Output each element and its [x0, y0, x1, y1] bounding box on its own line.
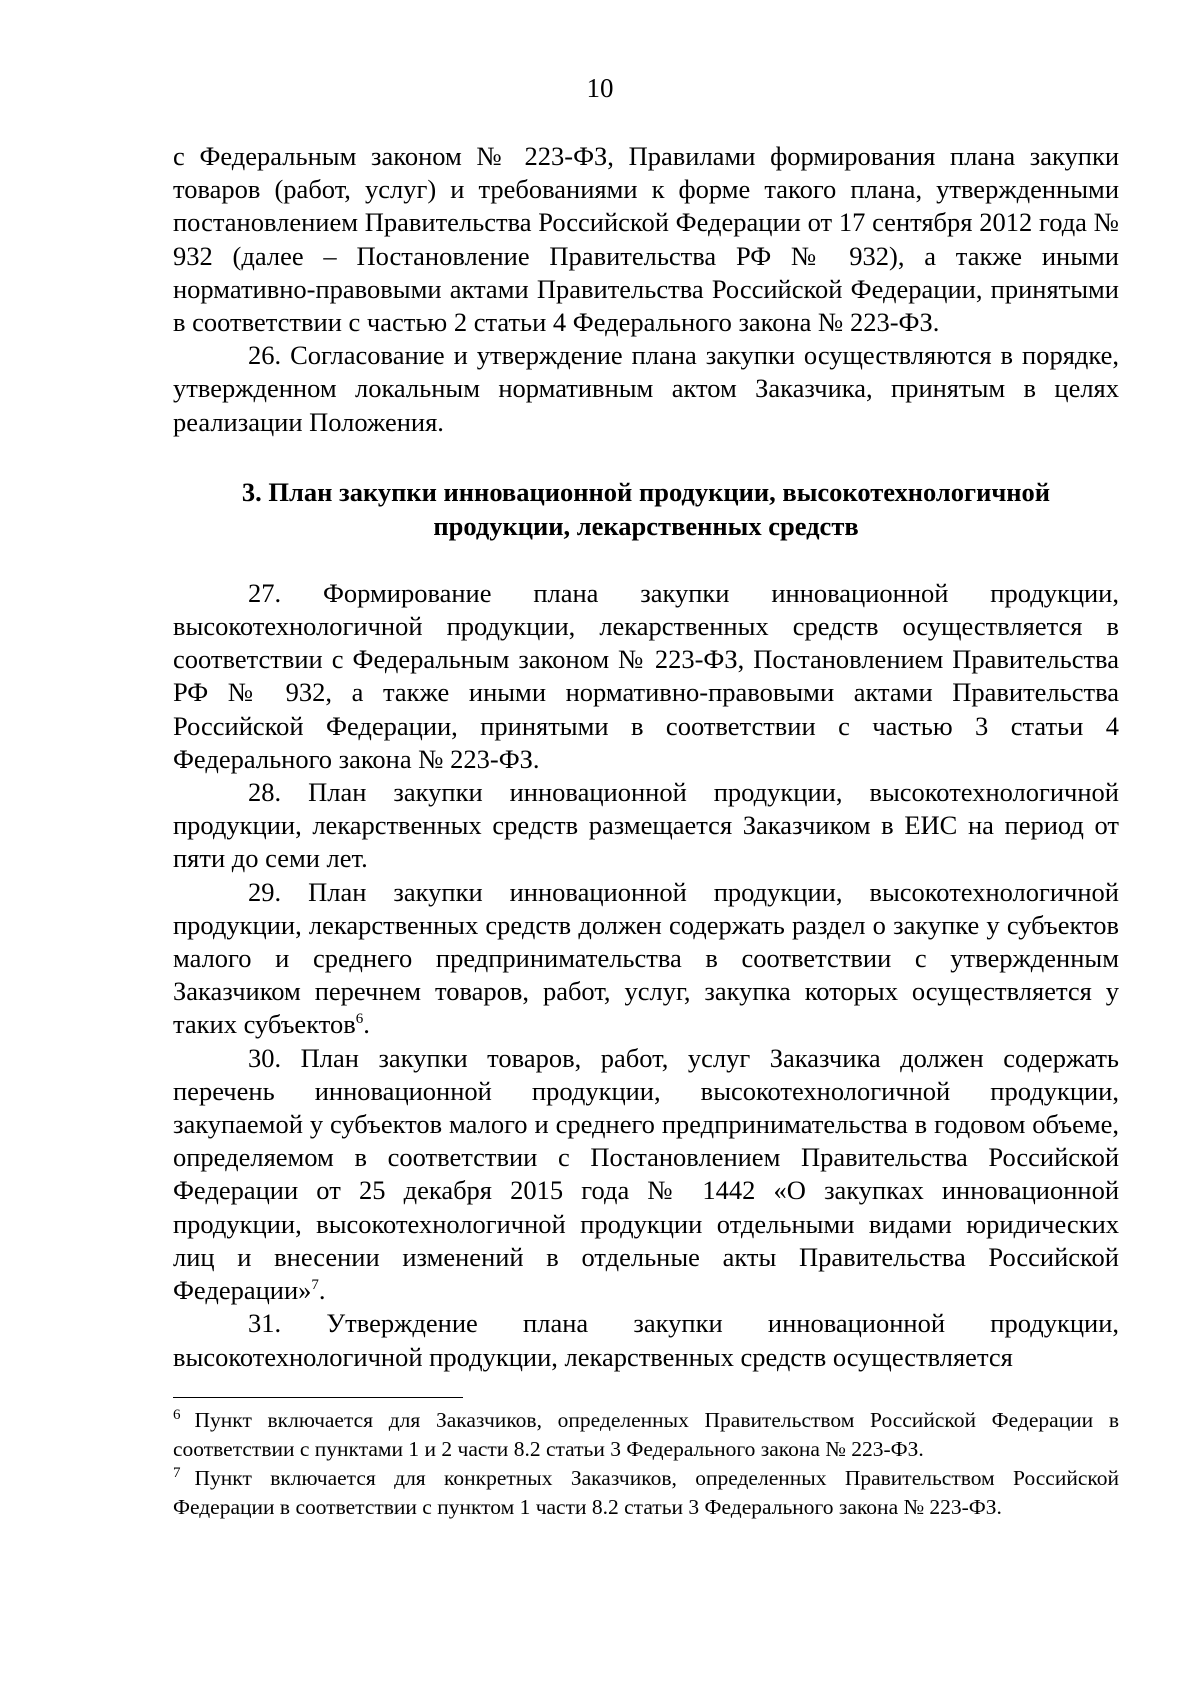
footnote-7-mark: 7: [173, 1464, 181, 1481]
paragraph-30: [173, 1042, 1119, 1308]
paragraph-28: 28. План закупки инновационной продукции, высокотехнологичной продукции, лекарственных средств размещается Заказчиком в ЕИС на период от пяти до семи лет.: [173, 777, 1119, 874]
body-text: [173, 140, 1119, 1374]
footnotes: [173, 1406, 1119, 1522]
section-heading: [193, 475, 1099, 543]
paragraph-29-end: .: [363, 1009, 370, 1040]
section-heading-line1: 3. План закупки инновационной продукции, высокотехнологичной: [241, 476, 1051, 507]
paragraph-27: 27. Формирование плана закупки инновационной продукции, высокотехнологичной продукции, лекарственных средств осуществляется в соответствии с Федеральным законом № 223-ФЗ, Постановлением Правительства РФ № 932, а также иными нормативно-правовыми актами Правительства Российской Федерации, принятыми в соответствии с частью 3 статьи 4 Федерального закона № 223-ФЗ.: [173, 577, 1119, 774]
paragraph-continuation: с Федеральным законом № 223-ФЗ, Правилами формирования плана закупки товаров (работ, услуг) и требованиями к форме такого плана, утвержденными постановлением Правительства Российской Федерации от 17 сентября 2012 года № 932 (далее – Постановление Правительства РФ № 932), а также иными нормативно-правовыми актами Правительства Российской Федерации, принятыми в соответствии с частью 2 статьи 4 Федерального закона № 223-ФЗ.: [173, 141, 1119, 338]
footnote-6-text: Пункт включается для Заказчиков, определенных Правительством Российской Федерации в соответствии с пунктами 1 и 2 части 8.2 статьи 3 Федерального закона № 223-ФЗ.: [173, 1408, 1119, 1461]
footnote-separator: [173, 1397, 463, 1398]
footnote-7: [173, 1464, 1119, 1522]
paragraph-26: 26. Согласование и утверждение плана закупки осуществляются в порядке, утвержденном локальным нормативным актом Заказчика, принятым в целях реализации Положения.: [173, 340, 1119, 437]
paragraph-31: 31. Утверждение плана закупки инновационной продукции, высокотехнологичной продукции, лекарственных средств осуществляется: [173, 1308, 1119, 1372]
footnote-ref-7[interactable]: 7: [311, 1277, 319, 1294]
footnote-ref-6[interactable]: 6: [355, 1011, 364, 1028]
page-number: 10: [586, 73, 614, 103]
paragraph-29: [173, 876, 1119, 1042]
footnote-6: [173, 1406, 1119, 1464]
footnote-6-mark: 6: [173, 1406, 181, 1423]
footnote-7-text: Пункт включается для конкретных Заказчиков, определенных Правительством Российской Федерации в соответствии с пунктом 1 части 8.2 статьи 3 Федерального закона № 223-ФЗ.: [173, 1466, 1119, 1519]
paragraph-30-end: .: [318, 1275, 326, 1306]
paragraph-29-text: 29. План закупки инновационной продукции, высокотехнологичной продукции, лекарственных средств должен содержать раздел о закупке у субъектов малого и среднего предпринимательства в соответствии с утвержденным Заказчиком перечнем товаров, работ, услуг, закупка которых осуществляется у таких субъектов: [173, 876, 1119, 1040]
paragraph-30-text: 30. План закупки товаров, работ, услуг Заказчика должен содержать перечень инновационной продукции, высокотехнологичной продукции, закупаемой у субъектов малого и среднего предпринимательства в годовом объеме, определяемом в соответствии с Постановлением Правительства Российской Федерации от 25 декабря 2015 года № 1442 «О закупках инновационной продукции, высокотехнологичной продукции отдельными видами юридических лиц и внесении изменений в отдельные акты Правительства Российской Федерации»: [173, 1042, 1119, 1306]
section-heading-line2: продукции, лекарственных средств: [433, 510, 859, 541]
